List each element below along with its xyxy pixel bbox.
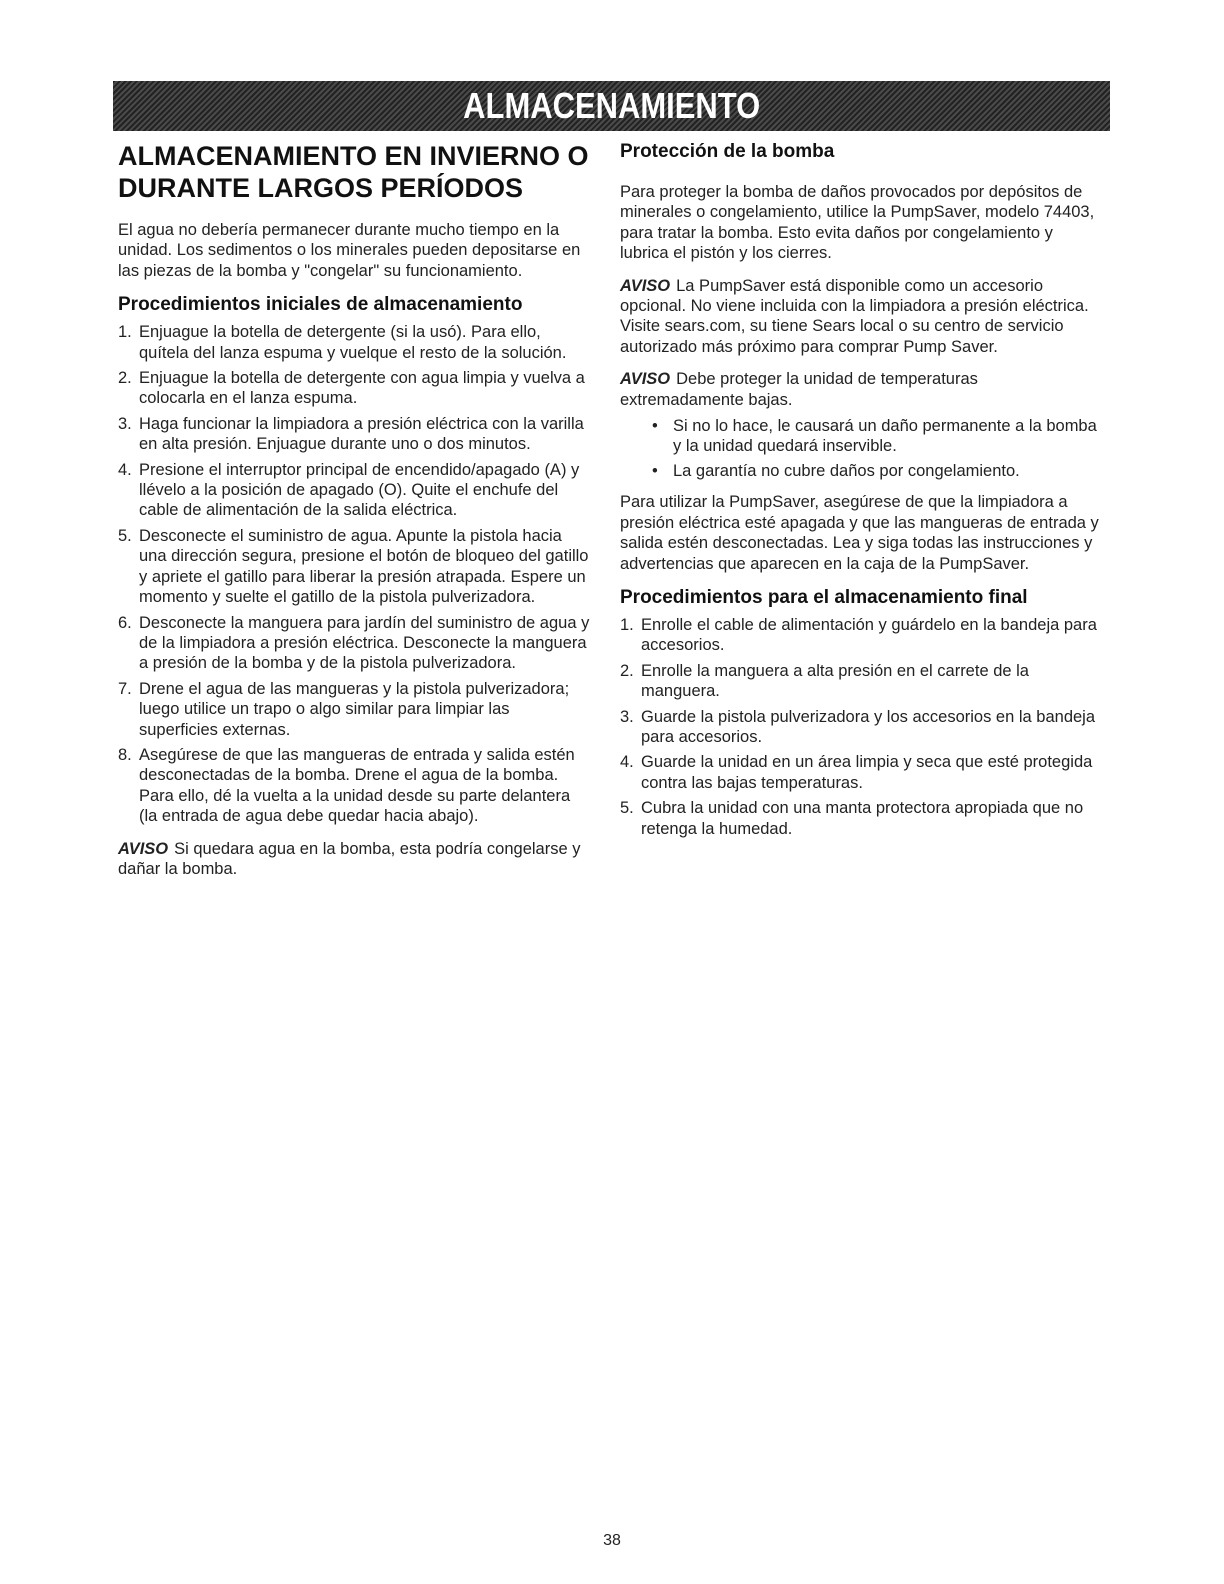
list-item	[620, 661, 1100, 702]
aviso-label: AVISO	[620, 276, 671, 295]
step-text: Guarde la pistola pulverizadora y los accesorios en la bandeja para accesorios.	[641, 707, 1096, 746]
step-number: 3.	[620, 707, 634, 726]
list-item	[620, 798, 1100, 839]
final-steps-list	[620, 615, 1100, 839]
bullet-icon: •	[652, 461, 658, 480]
step-text: Enjuague la botella de detergente con agua limpia y vuelva a colocarla en el lanza espuma.	[139, 369, 585, 408]
initial-steps-list	[118, 322, 592, 826]
left-column	[118, 140, 592, 891]
bullet-text: Si no lo hace, le causará un daño permanente a la bomba y la unidad quedará inservible.	[673, 417, 1097, 456]
aviso-note	[118, 839, 592, 880]
list-item	[620, 752, 1100, 793]
step-number: 3.	[118, 414, 132, 433]
step-number: 7.	[118, 679, 132, 698]
usage-paragraph: Para utilizar la PumpSaver, asegúrese de que la limpiadora a presión eléctrica esté apagada y que las mangueras de entrada y salida estén desconectadas. Lea y siga todas las instrucciones y advertencias que aparecen en la caja de la PumpSaver.	[620, 493, 1099, 573]
aviso-text: La PumpSaver está disponible como un accesorio opcional. No viene incluida con la limpiadora a presión eléctrica. Visite sears.com, su tiene Sears local o su centro de servicio autorizado más próximo para comprar Pump Saver.	[620, 276, 1089, 356]
page-title: ALMACENAMIENTO EN INVIERNO O DURANTE LARGOS PERÍODOS	[118, 141, 589, 203]
aviso-text: Debe proteger la unidad de temperaturas extremadamente bajas.	[620, 370, 978, 409]
aviso-note	[620, 276, 1100, 358]
aviso-label: AVISO	[118, 839, 169, 858]
aviso-label: AVISO	[620, 370, 671, 389]
pump-protection-heading: Protección de la bomba	[620, 141, 835, 162]
step-number: 6.	[118, 613, 132, 632]
final-procedures-heading: Procedimientos para el almacenamiento final	[620, 586, 1028, 608]
step-text: Enrolle el cable de alimentación y guárdelo en la bandeja para accesorios.	[641, 615, 1097, 655]
step-text: Desconecte la manguera para jardín del suministro de agua y de la limpiadora a presión eléctrica. Desconecte la manguera a presión de la bomba y de la pistola pulverizadora.	[139, 613, 590, 673]
step-text: Drene el agua de las mangueras y la pistola pulverizadora; luego utilice un trapo o algo similar para limpiar las superficies externas.	[139, 679, 570, 739]
step-number: 1.	[620, 615, 634, 634]
list-item	[118, 322, 592, 363]
list-item	[118, 414, 592, 455]
step-number: 2.	[118, 369, 132, 388]
step-text: Haga funcionar la limpiadora a presión eléctrica con la varilla en alta presión. Enjuague durante uno o dos minutos.	[139, 414, 584, 454]
step-text: Desconecte el suministro de agua. Apunte la pistola hacia una dirección segura, presione el botón de bloqueo del gatillo y apriete el gatillo para liberar la presión atrapada. Espere un momento y suelte el gatillo de la pistola pulverizadora.	[139, 526, 589, 607]
step-number: 2.	[620, 661, 634, 680]
list-item	[118, 679, 592, 740]
list-item	[118, 368, 592, 409]
initial-procedures-heading: Procedimientos iniciales de almacenamiento	[118, 294, 523, 316]
step-text: Guarde la unidad en un área limpia y seca que esté protegida contra las bajas temperaturas.	[641, 753, 1093, 792]
list-item	[620, 707, 1100, 748]
step-text: Enjuague la botella de detergente (si la usó). Para ello, quítela del lanza espuma y vuelque el resto de la solución.	[139, 323, 567, 362]
step-number: 5.	[118, 526, 132, 545]
list-item	[118, 526, 592, 608]
step-number: 1.	[118, 323, 132, 342]
step-text: Enrolle la manguera a alta presión en el carrete de la manguera.	[641, 661, 1029, 701]
bullet-icon: •	[652, 417, 658, 436]
step-text: Presione el interruptor principal de encendido/apagado (A) y llévelo a la posición de apagado (O). Quite el enchufe del cable de alimentación de la salida eléctrica.	[139, 460, 580, 520]
page-number: 38	[603, 1532, 621, 1549]
intro-paragraph: El agua no debería permanecer durante mucho tiempo en la unidad. Los sedimentos o los minerales pueden depositarse en las piezas de la bomba y "congelar" su funcionamiento.	[118, 221, 581, 280]
right-column	[620, 140, 1100, 851]
step-number: 8.	[118, 745, 132, 764]
section-title: ALMACENAMIENTO	[463, 85, 760, 126]
list-item	[118, 745, 592, 827]
list-item	[118, 613, 592, 674]
aviso-note	[620, 369, 1100, 410]
step-number: 4.	[620, 753, 634, 772]
step-text: Asegúrese de que las mangueras de entrada y salida estén desconectadas de la bomba. Drene el agua de la bomba. Para ello, dé la vuelta a la unidad desde su parte delantera (la entrada de agua debe quedar hacia abajo).	[139, 745, 575, 826]
list-item	[118, 460, 592, 521]
step-number: 4.	[118, 460, 132, 479]
pump-protection-paragraph: Para proteger la bomba de daños provocados por depósitos de minerales o congelamiento, utilice la PumpSaver, modelo 74403, para tratar la bomba. Esto evita daños por congelamiento y lubrica el pistón y los cierres.	[620, 183, 1095, 263]
list-item	[620, 615, 1100, 656]
step-number: 5.	[620, 799, 634, 818]
list-item	[652, 416, 1100, 457]
aviso-text: Si quedara agua en la bomba, esta podría congelarse y dañar la bomba.	[118, 839, 581, 878]
list-item	[652, 461, 1100, 481]
section-banner	[113, 81, 1110, 131]
bullet-text: La garantía no cubre daños por congelamiento.	[673, 461, 1020, 480]
warning-bullets	[620, 416, 1100, 481]
step-text: Cubra la unidad con una manta protectora apropiada que no retenga la humedad.	[641, 799, 1084, 838]
